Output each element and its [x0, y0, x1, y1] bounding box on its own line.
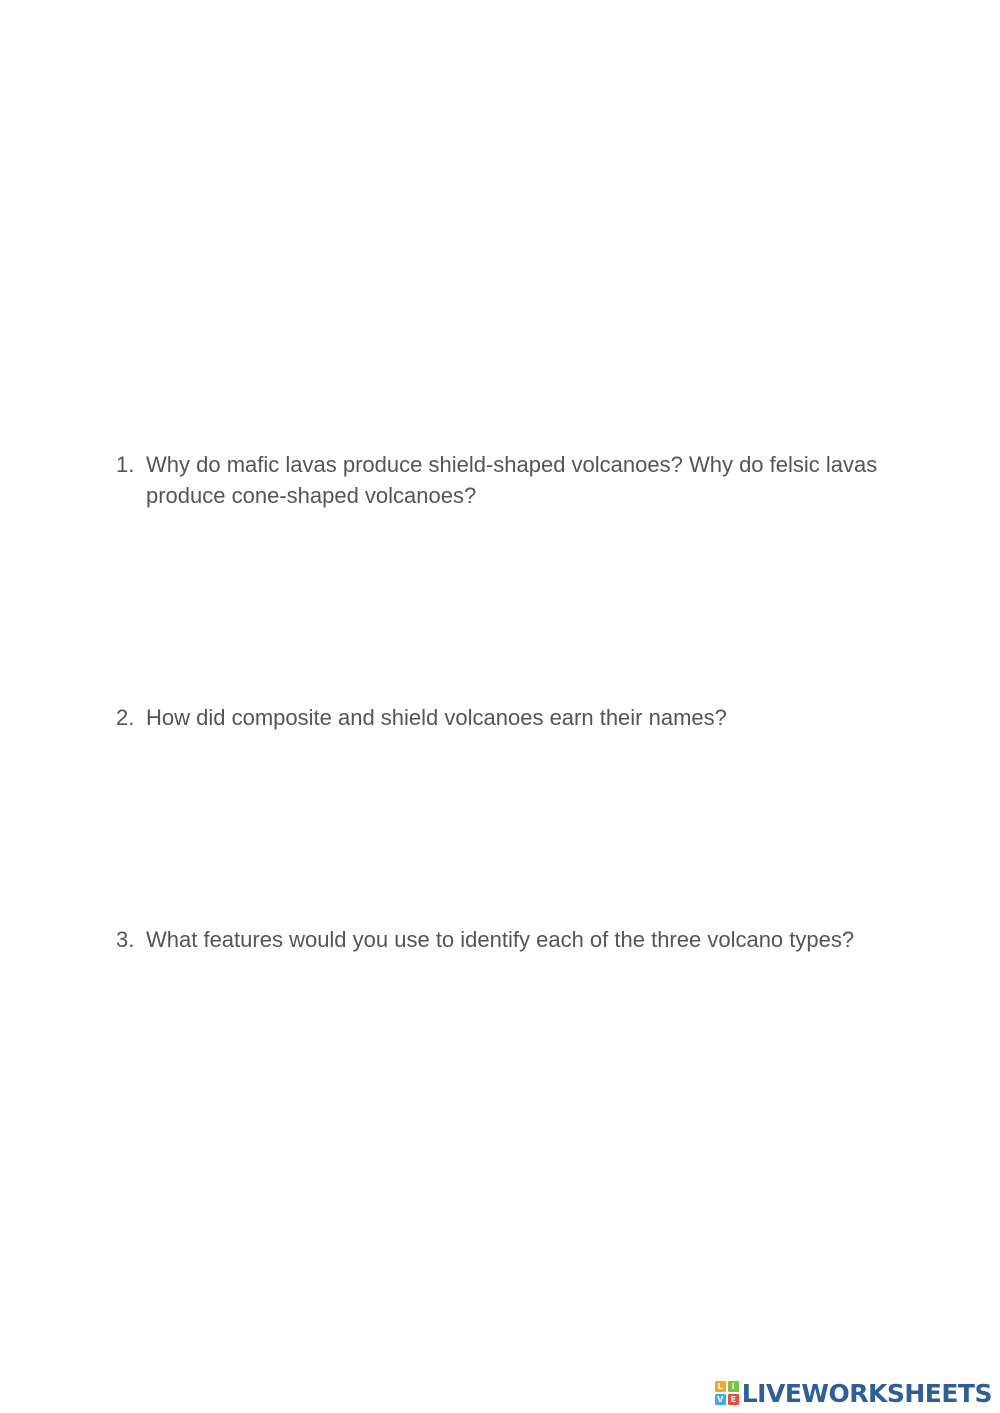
logo-mark-tile: E [728, 1394, 739, 1405]
question-text: What features would you use to identify each of the three volcano types? [146, 927, 855, 952]
logo-mark-tile: I [728, 1381, 739, 1392]
question-3 [116, 924, 896, 955]
question-text: How did composite and shield volcanoes earn their names? [146, 705, 727, 730]
liveworksheets-logo[interactable] [715, 1377, 992, 1409]
question-1 [116, 449, 896, 511]
question-text: Why do mafic lavas produce shield-shaped volcanoes? Why do felsic lavas produce cone-shaped volcanoes? [146, 452, 878, 508]
question-number: 3. [116, 927, 135, 952]
logo-text: LIVEWORKSHEETS [741, 1378, 992, 1408]
logo-mark-icon [715, 1381, 739, 1405]
question-number: 1. [116, 452, 135, 477]
logo-mark-tile: L [715, 1381, 726, 1392]
question-2 [116, 702, 896, 733]
logo-mark-tile: V [715, 1394, 726, 1405]
question-number: 2. [116, 705, 135, 730]
